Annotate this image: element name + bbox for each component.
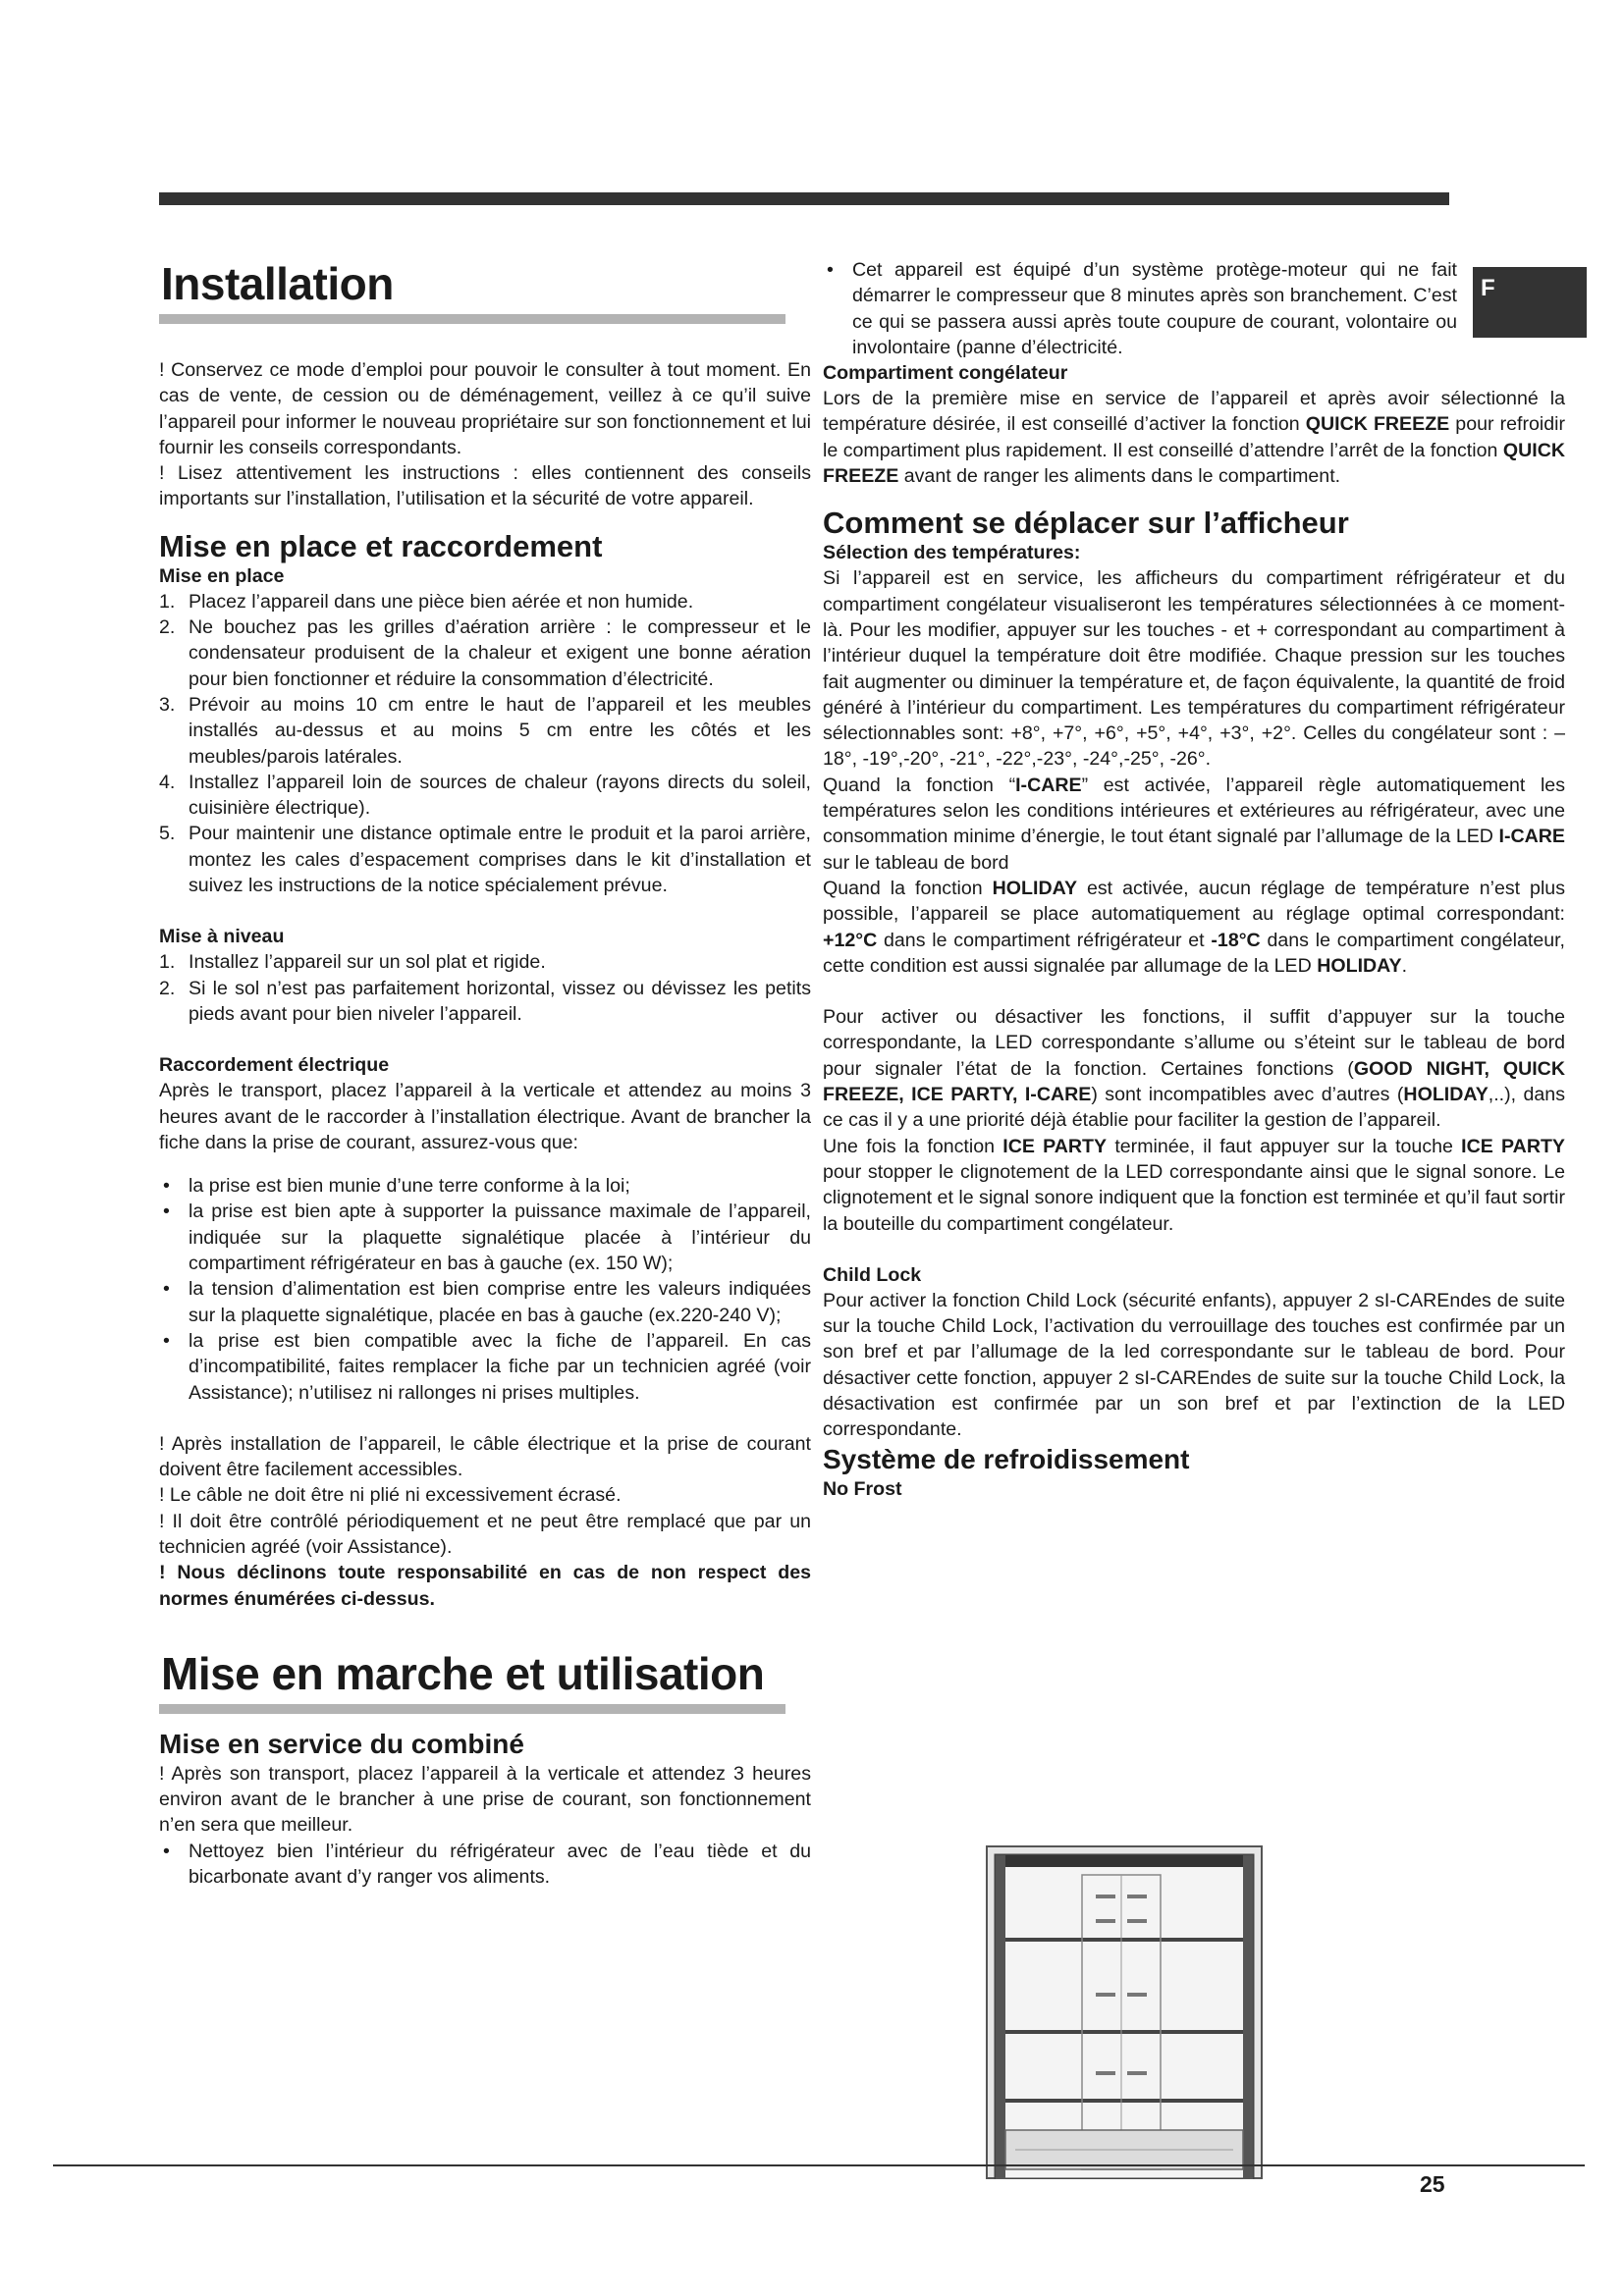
list-item: 5. Pour maintenir une distance optimale entre le produit et la paroi arrière, montez les cales d’espacement comprises dans le kit d’installation et suivez les instructions de la notice spécialement prévue. — [159, 823, 811, 897]
list-item: • Cet appareil est équipé d’un système protège-moteur qui ne fait démarrer le compresseur que 8 minutes après son branchement. C’est ce qui se passera aussi après toute coupure de courant, volontaire ou involontaire (panne d’électricité. — [823, 257, 1457, 360]
list-item: • la tension d’alimentation est bien comprise entre les valeurs indiquées sur la plaquette signalétique, placée en bas à gauche (ex.220-240 V); — [159, 1276, 811, 1328]
right-column — [823, 257, 1565, 1502]
list-item: 2. Si le sol n’est pas parfaitement horizontal, vissez ou dévissez les petits pieds avant pour bien niveler l’appareil. — [159, 977, 811, 1025]
list-item: 1. Installez l’appareil sur un sol plat et rigide. — [159, 951, 546, 974]
temperature-paragraph: Si l’appareil est en service, les afficheurs du compartiment réfrigérateur et du compartiment congélateur visualiseront les températures sélectionnées à ce moment-là. Pour les modifier, appuyer sur les touches - et + correspondant au compartiment à l’intérieur duquel la température doit être modifiée. Chaque pression sur les touches fait augmenter ou diminuer la température et, de façon équivalente, la quantité de froid généré à l’intérieur du compartiment. Les températures du compartiment réfrigérateur sélectionnables sont: +8°, +7°, +6°, +5°, +4°, +3°, +2°. Celles du congélateur sont : –18°, -19°,-20°, -21°, -22°,-23°, -24°,-25°, -26°. — [823, 567, 1565, 771]
functions-paragraph: Pour activer ou désactiver les fonctions, il suffit d’appuyer sur la touche correspondante, la LED correspondante s’allume ou s’éteint sur le tableau de bord pour signaler l’état de la fonction. Certaines fonctions (GOOD NIGHT, QUICK FREEZE, ICE PARTY, I-CARE) sont incompatibles avec d’autres (HOLIDAY,..), dans ce cas il y a une priorité déjà établie pour faciliter la gestion de l’appareil. — [823, 1006, 1565, 1132]
combi-startup-heading: Mise en service du combiné — [159, 1728, 524, 1759]
page-number: 25 — [1420, 2171, 1445, 2197]
electrical-bullets — [159, 1173, 811, 1406]
list-item: • la prise est bien apte à supporter la puissance maximale de l’appareil, indiquée sur la plaquette signalétique placée à l’intérieur du compartiment réfrigérateur en bas à gauche (ex. 150 W); — [159, 1199, 811, 1276]
freezer-subheading: Compartiment congélateur — [823, 362, 1068, 385]
top-rule — [159, 192, 1449, 205]
freezer-paragraph: Lors de la première mise en service de l’appareil et après avoir sélectionné la température désirée, il est conseillé d’activer la fonction QUICK FREEZE pour refroidir le compartiment plus rapidement. Il est conseillé d’attendre l’arrêt de la fonction QUICK FREEZE avant de ranger les aliments dans le compartiment. — [823, 388, 1565, 488]
ice-party-paragraph: Une fois la fonction ICE PARTY terminée, il faut appuyer sur la touche ICE PARTY pour stopper le clignotement de la LED correspondante ainsi que le signal sonore. Le clignotement et le signal sonore indiquent que la fonction est terminée et qu’il faut sortir la bouteille du compartiment congélateur. — [823, 1135, 1566, 1235]
icare-paragraph: Quand la fonction “I-CARE” est activée, l’appareil règle automatiquement les températures selon les conditions intérieures et extérieures au réfrigérateur, avec une consommation minime d’énergie, le tout étant signalé par l’allumage de la LED I-CARE sur le tableau de bord — [823, 774, 1565, 874]
cooling-system-heading: Système de refroidissement — [823, 1443, 1190, 1474]
operation-title: Mise en marche et utilisation — [159, 1647, 785, 1714]
installation-title: Installation — [159, 257, 785, 324]
list-item: 1. Placez l’appareil dans une pièce bien aérée et non humide. — [159, 590, 694, 613]
footer-rule — [53, 2164, 1585, 2166]
combi-startup-paragraph: ! Après son transport, placez l’appareil à la verticale et attendez 3 heures environ avant de le brancher à une prise de courant, son fonctionnement n’en sera que meilleur. — [159, 1762, 811, 1837]
leveling-steps — [159, 949, 811, 1027]
warning-4: ! Nous déclinons toute responsabilité en cas de non respect des normes énumérées ci-dessus. — [159, 1562, 811, 1610]
warning-2: ! Le câble ne doit être ni plié ni excessivement écrasé. — [159, 1484, 622, 1507]
warning-1: ! Après installation de l’appareil, le câble électrique et la prise de courant doivent être facilement accessibles. — [159, 1432, 811, 1481]
combi-startup-bullets — [159, 1839, 811, 1891]
list-item: • la prise est bien munie d’une terre conforme à la loi; — [159, 1173, 811, 1199]
temperature-subheading: Sélection des températures: — [823, 542, 1081, 564]
no-frost-subheading: No Frost — [823, 1477, 902, 1500]
list-item: • Nettoyez bien l’intérieur du réfrigérateur avec de l’eau tiède et du bicarbonate avant d’y ranger vos aliments. — [159, 1839, 811, 1891]
child-lock-paragraph: Pour activer la fonction Child Lock (sécurité enfants), appuyer 2 sI-CAREndes de suite sur la touche Child Lock, l’activation du verrouillage des touches est confirmée par un son bref et par l’allumage de la led correspondante sur le tableau de bord. Pour désactiver cette fonction, appuyer 2 sI-CAREndes de suite sur la touche Child Lock, la désactivation est confirmée par un son bref et par l’extinction de la LED correspondante. — [823, 1289, 1565, 1441]
list-item: 3. Prévoir au moins 10 cm entre le haut de l’appareil et les meubles installés au-dessus et au moins 5 cm entre les côtés et les meubles/parois latérales. — [159, 693, 811, 768]
placement-steps — [159, 589, 811, 899]
warning-3: ! Il doit être contrôlé périodiquement et ne peut être remplacé que par un technicien agréé (voir Assistance). — [159, 1510, 811, 1558]
placement-subheading: Mise en place — [159, 564, 285, 587]
intro-paragraph-2: ! Lisez attentivement les instructions : elles contiennent des conseils importants sur l’installation, l’utilisation et la sécurité de votre appareil. — [159, 462, 811, 510]
display-heading: Comment se déplacer sur l’afficheur — [823, 506, 1349, 541]
intro-paragraph-1: ! Conservez ce mode d’emploi pour pouvoir le consulter à tout moment. En cas de vente, de cession ou de déménagement, veillez à ce qu’il suive l’appareil pour informer le nouveau propriétaire sur son fonctionnement et lui fournir les conseils correspondants. — [159, 359, 811, 458]
protection-bullets — [823, 257, 1565, 360]
language-label: F — [1481, 275, 1495, 301]
list-item: 2. Ne bouchez pas les grilles d’aération arrière : le compresseur et le condensateur produisent de la chaleur et exigent une bonne aération pour bien fonctionner et réduire la consommation d’électricité. — [159, 616, 811, 690]
placement-heading: Mise en place et raccordement — [159, 528, 603, 563]
electrical-paragraph: Après le transport, placez l’appareil à la verticale et attendez au moins 3 heures avant de le raccorder à l’installation électrique. Avant de brancher la fiche dans la prise de courant, assurez-vous que: — [159, 1080, 811, 1153]
electrical-subheading: Raccordement électrique — [159, 1054, 390, 1077]
holiday-paragraph: Quand la fonction HOLIDAY est activée, aucun réglage de température n’est plus possible, l’appareil se place automatiquement au réglage optimal correspondant: +12°C dans le compartiment réfrigérateur et -18°C dans le compartiment congélateur, cette condition est aussi signalée par allumage de la LED HOLIDAY. — [823, 877, 1566, 977]
list-item: 4. Installez l’appareil loin de sources de chaleur (rayons directs du soleil, cuisinière électrique). — [159, 771, 811, 820]
list-item: • la prise est bien compatible avec la fiche de l’appareil. En cas d’incompatibilité, faites remplacer la fiche par un technicien agréé (voir Assistance); n’utilisez ni rallonges ni prises multiples. — [159, 1328, 811, 1406]
fridge-interior-illustration — [986, 1845, 1263, 2179]
left-column — [159, 257, 811, 1890]
child-lock-subheading: Child Lock — [823, 1263, 922, 1286]
leveling-subheading: Mise à niveau — [159, 926, 285, 948]
